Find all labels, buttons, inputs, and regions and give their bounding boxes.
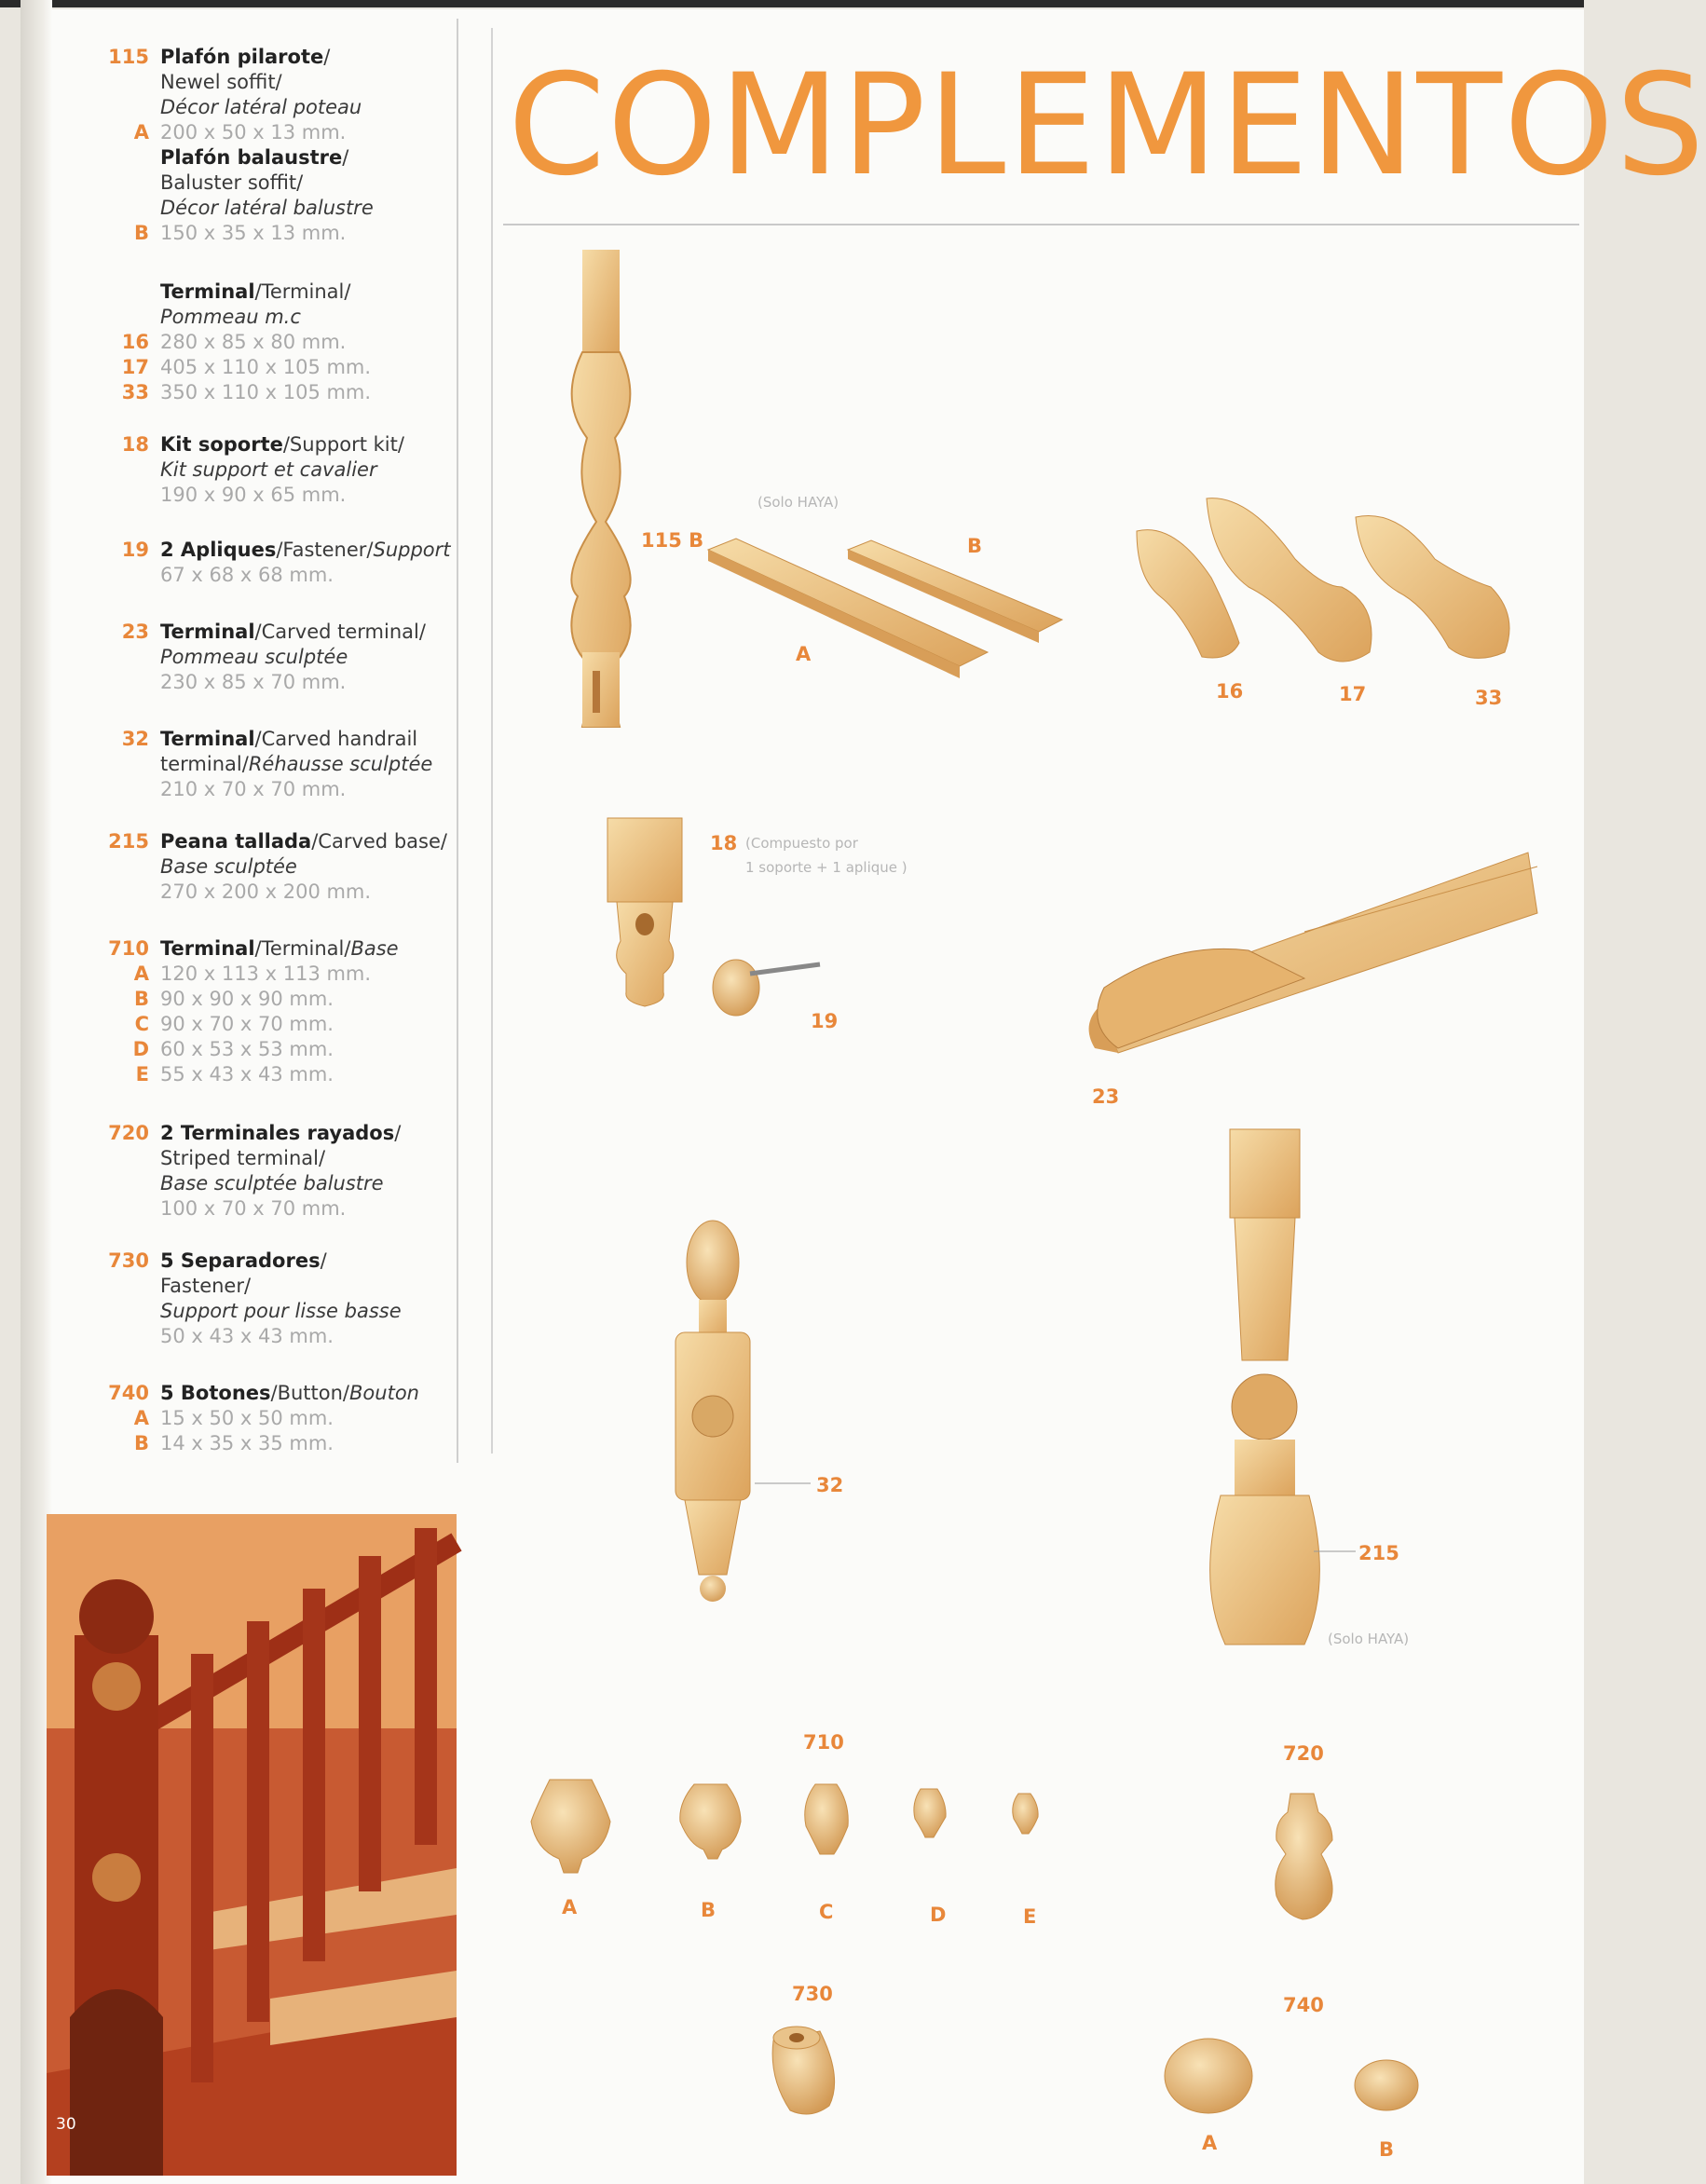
english-name: /Terminal/ [254,280,351,303]
dimensions: 350 x 110 x 105 mm. [160,381,372,403]
carved-handrail-terminal-32 [676,1221,811,1602]
dimensions: 15 x 50 x 50 mm. [160,1407,334,1429]
striped-terminal-720 [1276,1794,1332,1919]
note-solo-haya-2: (Solo HAYA) [1328,1631,1410,1647]
label-740: 740 [1283,1994,1324,2016]
dimensions: 210 x 70 x 70 mm. [160,778,347,800]
english-name: /Fastener/ [276,539,374,561]
english-name: / [320,1249,327,1272]
product-number: 19 [121,539,149,561]
french-name: Pommeau m.c [160,306,301,328]
page-number: 30 [56,2115,76,2134]
french-name: Décor latéral poteau [160,96,362,118]
note-solo-haya: (Solo HAYA) [757,494,839,511]
english-name: Fastener/ [160,1275,252,1297]
label-115b: 115 B [641,529,704,552]
variant-code: 17 [121,356,149,378]
newel-soffit-115 [571,250,630,727]
product-number: 18 [121,433,149,456]
dimensions: 200 x 50 x 13 mm. [160,121,347,143]
separator-730 [772,2027,835,2114]
dimensions: 55 x 43 x 43 mm. [160,1063,334,1085]
dimensions: 230 x 85 x 70 mm. [160,671,347,693]
french-name: Kit support et cavalier [160,458,377,481]
english-name: terminal/ [160,753,249,775]
carved-base-215 [1210,1129,1356,1645]
dimensions: 150 x 35 x 13 mm. [160,222,347,244]
variant-code: B [133,988,149,1010]
variant-code: E [135,1063,149,1085]
terminal-710-c [805,1784,849,1854]
label-16: 16 [1216,680,1244,703]
page-title: COMPLEMENTOS [508,45,1706,207]
label-710-d: D [930,1904,947,1926]
dimensions: 270 x 200 x 200 mm. [160,880,372,903]
product-name: Terminal [160,621,255,643]
dimensions: 50 x 43 x 43 mm. [160,1325,334,1347]
button-740-a [1165,2039,1252,2113]
french-name: Support pour lisse basse [160,1300,402,1322]
product-number: 710 [108,937,149,960]
variant-code: 33 [121,381,149,403]
dimensions: 100 x 70 x 70 mm. [160,1197,347,1220]
terminal-710-b [680,1784,741,1859]
product-name: Terminal [160,280,255,303]
label-730: 730 [792,1983,833,2005]
note-kit-line1: (Compuesto por [745,835,858,852]
label-17: 17 [1339,683,1367,705]
product-number: 115 [108,46,149,68]
terminal-710-e [1013,1794,1038,1834]
english-name: /Carved terminal/ [254,621,426,643]
dimensions: 14 x 35 x 35 mm. [160,1432,334,1454]
french-name: Bouton [349,1382,419,1404]
label-a: A [796,643,812,665]
dimensions: 67 x 68 x 68 mm. [160,564,334,586]
english-name: /Carved handrail [254,728,418,750]
english-name: /Button/ [270,1382,350,1404]
terminal-33 [1356,515,1509,658]
french-name: Réhausse sculptée [248,753,433,775]
dimensions: 90 x 70 x 70 mm. [160,1013,334,1035]
product-name: 2 Terminales rayados [160,1122,395,1144]
label-710-a: A [562,1896,578,1918]
product-name: Peana tallada [160,830,312,853]
product-number: 720 [108,1122,149,1144]
product-name: 5 Separadores [160,1249,321,1272]
label-18: 18 [710,832,738,854]
label-710: 710 [803,1731,844,1754]
staircase-photo [47,1514,457,2176]
product-name: Plafón pilarote [160,46,324,68]
product-name: 5 Botones [160,1382,271,1404]
english-name: / [323,46,331,68]
french-name: Décor latéral balustre [160,197,374,219]
dimensions: 60 x 53 x 53 mm. [160,1038,334,1060]
fastener-19 [713,960,820,1016]
label-710-e: E [1023,1905,1037,1928]
button-740-b [1355,2060,1418,2110]
label-b: B [967,535,983,557]
french-name: Base sculptée [160,855,297,878]
terminal-710-d [914,1789,946,1837]
dimensions: 190 x 90 x 65 mm. [160,484,347,506]
french-name: Pommeau sculptée [160,646,348,668]
french-name: Base [350,937,399,960]
english-name: /Terminal/ [254,937,351,960]
english-name: /Support kit/ [282,433,404,456]
label-33: 33 [1475,687,1503,709]
variant-code: 16 [121,331,149,353]
english-name: / [342,146,349,169]
variant-code: B [133,1432,149,1454]
dimensions: 280 x 85 x 80 mm. [160,331,347,353]
variant-code: C [134,1013,149,1035]
variant-code: A [133,1407,149,1429]
product-name: 2 Apliques [160,539,277,561]
product-number: 730 [108,1249,149,1272]
label-740-b: B [1379,2138,1395,2161]
french-name: Base sculptée balustre [160,1172,384,1194]
product-name: Terminal [160,728,255,750]
label-740-a: A [1202,2132,1218,2154]
variant-code: D [132,1038,149,1060]
english-name: Newel soffit/ [160,71,282,93]
label-710-c: C [819,1901,834,1923]
product-name: Plafón balaustre [160,146,343,169]
label-215: 215 [1358,1542,1399,1564]
product-number: 32 [121,728,149,750]
soffit-a [708,539,988,678]
dimensions: 90 x 90 x 90 mm. [160,988,334,1010]
carved-terminal-23 [1089,853,1537,1053]
label-23: 23 [1092,1085,1120,1108]
product-name: Terminal [160,937,255,960]
english-name: Baluster soffit/ [160,171,304,194]
product-number: 215 [108,830,149,853]
dimensions: 120 x 113 x 113 mm. [160,962,372,985]
support-kit-18 [607,818,682,1006]
variant-code: A [133,962,149,985]
variant-code: B [133,222,149,244]
french-name: Support [373,539,451,561]
terminal-710-a [531,1780,610,1873]
dimensions: 405 x 110 x 105 mm. [160,356,372,378]
product-number: 23 [121,621,149,643]
label-710-b: B [701,1899,717,1921]
english-name: / [394,1122,402,1144]
note-kit-line2: 1 soporte + 1 aplique ) [745,859,908,876]
label-720: 720 [1283,1742,1324,1765]
english-name: Striped terminal/ [160,1147,326,1169]
product-name: Kit soporte [160,433,283,456]
product-number: 740 [108,1382,149,1404]
english-name: /Carved base/ [311,830,447,853]
label-32: 32 [816,1474,844,1496]
staircase-illustration [47,1514,457,2176]
variant-code: A [133,121,149,143]
label-19: 19 [811,1010,839,1032]
